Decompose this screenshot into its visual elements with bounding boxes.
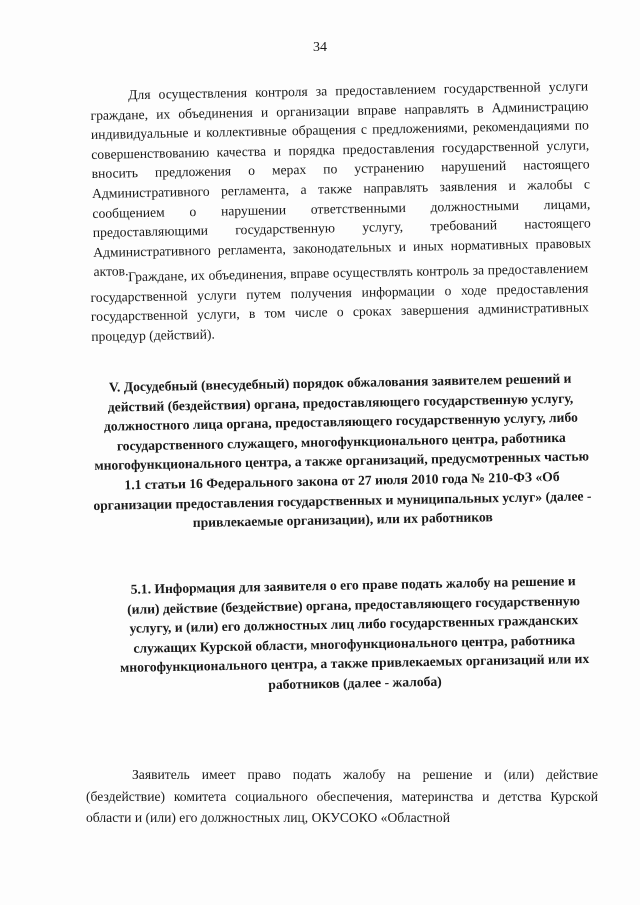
subsection-5-1-heading: 5.1. Информация для заявителя о его праве подать жалобу на решение и (или) действие (бездействие) органа, предоставляющего государственную услугу, и (или) его должностных лиц либо государственных гражданских служащих Курской области, многофункционального центра, работника многофункционального центра, а также привлекаемых организаций или их работников (далее - жалоба) <box>119 573 590 693</box>
paragraph-control-appeals: Для осуществления контроля за предоставлением государственной услуги граждане, их объединения и организации вправе направлять в Администрацию индивидуальные и коллективные обращения с предложениями, рекомендациями по совершенствованию качества и порядка предоставления государственной услуги, вносить предложения о мерах по устранению нарушений настоящего Административного регламента, а также направлять заявления и жалобы с сообщением о нарушении ответственными должностными лицами, предоставляющими государственную услугу, требований настоящего Административного регламента, законодательных и иных нормативных правовых актов. <box>90 78 592 280</box>
paragraph-control-information: Граждане, их объединения, вправе осуществлять контроль за предоставлением государственной услуги путем получения информации о ходе предоставления государственной услуги, в том числе о сроках завершения административных процедур (действий). <box>90 260 589 344</box>
section-v-heading: V. Досудебный (внесудебный) порядок обжалования заявителем решений и действий (бездействия) органа, предоставляющего государственную услугу, должностного лица органа, предоставляющего государственную услугу, либо государственного служащего, многофункционального центра, работника многофункционального центра, а также организаций, предусмотренных частью 1.1 статьи 16 Федерального закона от 27 июля 2010 года № 210-ФЗ «Об организации предоставления государственных и муниципальных услуг» (далее - привлекаемые организации), или их работников <box>93 370 592 531</box>
paragraph-applicant-right: Заявитель имеет право подать жалобу на решение и (или) действие (бездействие) комитета социального обеспечения, материнства и детства Курской области и (или) его должностных лиц, ОКУСОКО «Областной <box>86 767 598 825</box>
page-number: 34 <box>313 40 327 55</box>
